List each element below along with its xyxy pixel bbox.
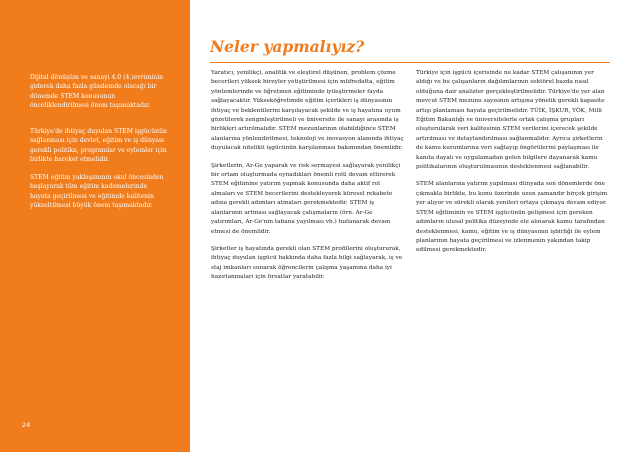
section-heading: Neler yapmalıyız? [210,37,365,56]
body-paragraph: Yaratıcı, yenilikçi, analitik ve eleştirel düşünen, problem çözme becerileri yüksek bireyler yetiştirilmesi için müfredatta, eğitim yöntemlerinde ve öğretmen eğitiminde iyileştirmeler fayda sağlayacaktır. Yükseköğretimde eğitim içerikleri iş dünyasının ihtiyaç ve beklentilerini karşılayacak şekilde ve iş hayatına uyum gözetilerek zenginleştirilmeli ve üniversite ile sanayi arasında iş birlikleri artırılmalıdır. STEM mezunlarının olabildiğince STEM alanlarına yönlendirilmesi, teknoloji ve inovasyon alanında ihtiyaç duyulacak nitelikli işgücünün karşılanması bakımından önemlidir. [211,70,404,152]
body-paragraph: Şirketler iş hayatında gerekli olan STEM profillerini oluştururak, ihtiyaç duyulan işgücü hakkında daha fazla bilgi sağlayarak, iş ve staj imkanları sunarak öğrencilerin çalışma yaşamına daha iyi hazırlanmaları için fırsatlar yaratabilir. [211,245,403,281]
sidebar-paragraph-3: STEM eğitim yaklaşımının okul öncesinden başlayarak tüm eğitim kademelerinde hayata geçirilmesi ve eğitimde kalitenin yükseltilmesi büyük önem taşımaktadır. [30,174,164,209]
page-number: 24 [22,421,31,429]
body-paragraph: STEM alanlarına yatırım yapılması dünyada son dönemlerde öne çıkmakla birlikte, bu konu üzerinde uzun zamandır birçok girişim yer alıyor ve sürekli olarak yenileri ortaya çıkmaya devam ediyor. STEM eğitiminin ve STEM işgücünün gelişmesi için gereken adımların ulusal politika düzeyinde ele alınarak kamu tarafından desteklenmesi, kamu, eğitim ve iş dünyasının işbirliği ile eylem planlarının hayata geçirilmesi ve izlenmenin yakından takip edilmesi gerekmektedir. [416,181,608,254]
text-column-left [211,69,405,291]
text-column-right [416,69,610,264]
body-paragraph: Şirketlerin, Ar-Ge yaparak ve risk sermayesi sağlayarak yenilikçi bir ortam oluşturmada oynadıkları önemli rolü devam ettirerek STEM eğitimine yatırım yapmak konusunda daha aktif rol almaları ve STEM becerilerini destekleyerek küresel rekabete adına gerekli adımları atmaları gerekmektedir. STEM iş alanlarının artması sağlayacak çalışmaların (örn. Ar-Ge yatırımları, Ar-Ge'nin tabana yayılması vb.) hızlanarak devam etmesi de önemlidir. [211,162,401,235]
heading-divider [210,62,610,63]
sidebar-panel [0,0,190,452]
sidebar-paragraph-2: Türkiye'de ihtiyaç duyulan STEM işgücünün sağlanması için devlet, eğitim ve iş dünyası gerekli politika, programlar ve eylemler için birlikte hareket etmelidir. [30,128,167,163]
body-paragraph: Türkiye için işgücü içerisinde ne kadar STEM çalışanının yer aldığı ve bu çalışanların dağılımlarının sektörel bazda nasıl olduğuna dair analizler gerçekleştirilmelidir. Türkiye'de yer alan mevcut STEM mezunu sayısının artışına yönelik gerekli kapasite artışı planlaması hayata geçirilmelidir. TÜİK, İŞKUR, YÖK, Milli Eğitim Bakanlığı ve üniversitelerle ortak çalışma grupları oluşturularak veri kalitesinin STEM verilerini içerecek şekilde artırılması ve detaylandırılması sağlanmalıdır. Ayrıca şirketlerin de kamu kurumlarına veri sağlayıp öngörülerini paylaşması ile kanıta dayalı ve uygulamadan gelen bilgilere dayanarak kamu politikalarının oluşturulmasının desteklenmesi sağlanabilir. [416,70,605,171]
sidebar-paragraph-1: Dijital dönüşüm ve sanayi 4.0 (4.)evriminin giderek daha fazla gündemde olacağı bir dönemde STEM konusunun önceliklendirilmesi önem taşımaktadır. [30,74,164,109]
